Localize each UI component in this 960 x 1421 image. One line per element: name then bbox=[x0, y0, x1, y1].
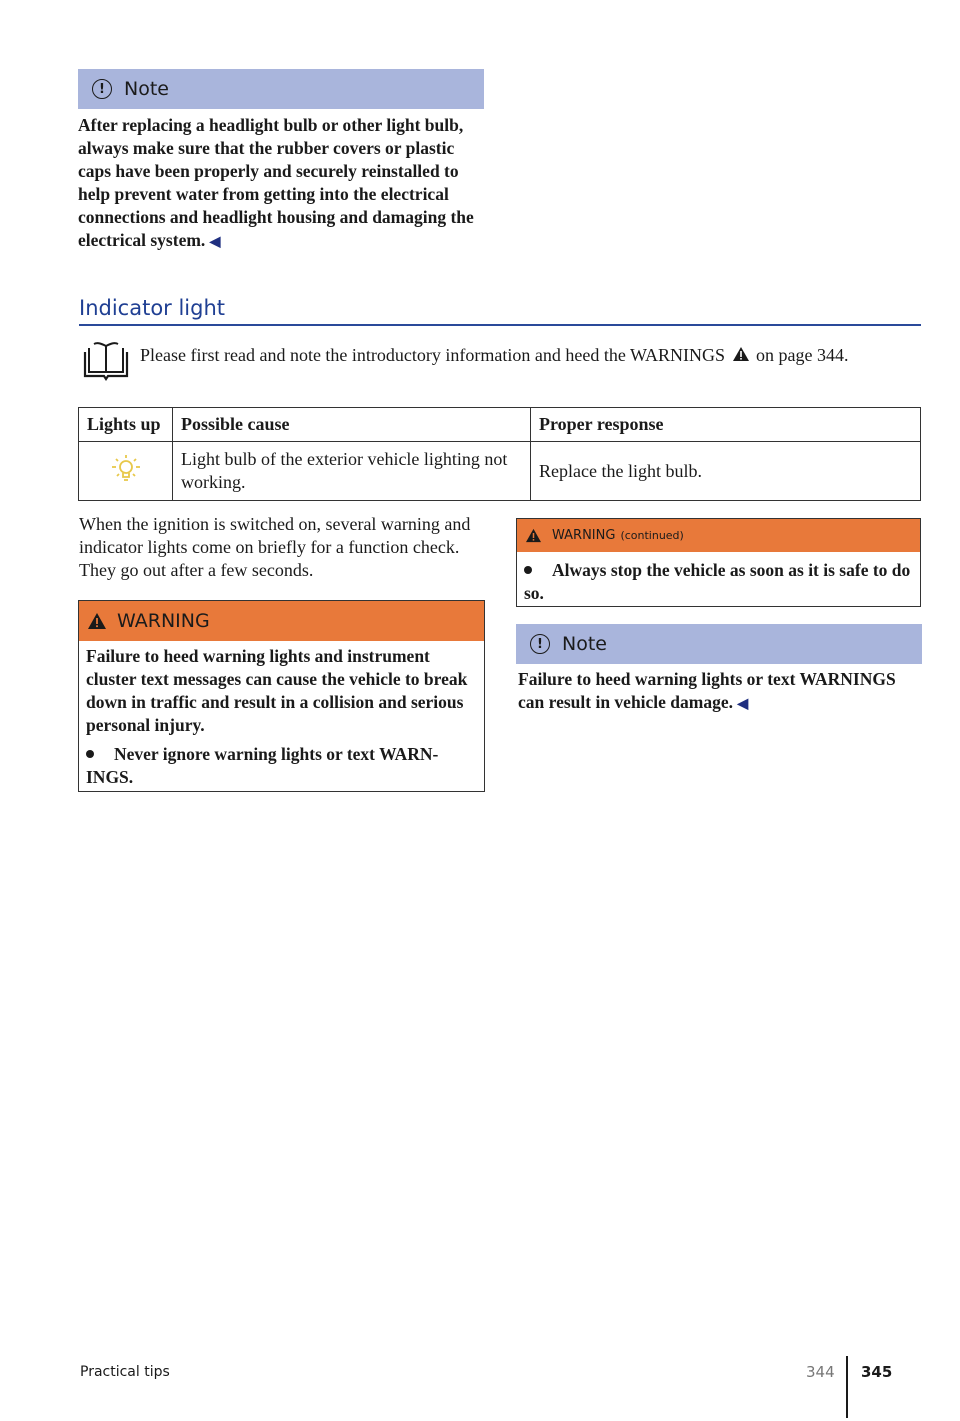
end-arrow-icon: ◀ bbox=[209, 235, 221, 250]
warning-main-header bbox=[79, 601, 484, 641]
table-header-proper-response: Proper response bbox=[531, 408, 921, 442]
table-cell-response: Replace the light bulb. bbox=[531, 442, 921, 501]
note-right-title: Note bbox=[562, 633, 607, 655]
note-top-header bbox=[78, 69, 484, 109]
table-row bbox=[79, 442, 921, 501]
book-icon bbox=[82, 342, 130, 382]
footer-section-label: Practical tips bbox=[80, 1364, 170, 1380]
section-title: Indicator light bbox=[79, 296, 226, 320]
warning-continued-suffix: (continued) bbox=[620, 529, 684, 542]
warning-continued-title: WARNING bbox=[552, 528, 616, 543]
info-icon: ! bbox=[530, 634, 550, 654]
intro-text bbox=[140, 345, 930, 366]
warning-triangle-icon bbox=[732, 346, 750, 362]
warning-main-bullet-text: Never ignore warning lights or text WARNINGS. bbox=[86, 744, 439, 787]
table-cell-icon bbox=[79, 442, 173, 501]
note-top bbox=[78, 69, 484, 254]
info-icon: ! bbox=[92, 79, 112, 99]
page-number-right: 345 bbox=[861, 1363, 893, 1381]
warning-continued-bullet-text: Always stop the vehicle as soon as it is safe to do so. bbox=[524, 560, 911, 603]
indicator-table bbox=[78, 407, 921, 501]
warning-main-title: WARNING bbox=[117, 610, 210, 632]
warning-main-text: Failure to heed warning lights and instrument cluster text messages can cause the vehicle to break down in traffic and result in a collision and serious personal injury. bbox=[86, 646, 468, 735]
warning-triangle-icon bbox=[87, 612, 107, 630]
section-rule bbox=[79, 324, 921, 326]
warning-main-bullet bbox=[79, 737, 484, 789]
table-header-row bbox=[79, 408, 921, 442]
warning-continued-header bbox=[517, 519, 920, 552]
table-header-lights-up: Lights up bbox=[79, 408, 173, 442]
table-cell-cause: Light bulb of the exterior vehicle lighting not working. bbox=[173, 442, 531, 501]
bulb-warning-icon bbox=[108, 452, 144, 486]
warning-main bbox=[78, 600, 485, 792]
body-paragraph: When the ignition is switched on, several warning and indicator lights come on briefly for a function check. They go out after a few seconds. bbox=[79, 514, 471, 580]
page-divider bbox=[846, 1356, 848, 1418]
intro-text-suffix: on page 344. bbox=[756, 345, 849, 365]
table-header-possible-cause: Possible cause bbox=[173, 408, 531, 442]
warning-continued bbox=[516, 518, 921, 607]
note-top-title: Note bbox=[124, 78, 169, 100]
warning-continued-bullet bbox=[517, 552, 920, 605]
intro-text-main: Please first read and note the introductory information and heed the WARNINGS bbox=[140, 345, 726, 365]
note-right-header bbox=[516, 624, 922, 664]
end-arrow-icon: ◀ bbox=[737, 697, 749, 712]
note-right-text: Failure to heed warning lights or text WARNINGS can result in vehicle damage. bbox=[518, 669, 896, 712]
bullet-icon bbox=[524, 566, 532, 574]
note-right bbox=[516, 624, 922, 716]
note-top-text: After replacing a headlight bulb or other light bulb, always make sure that the rubber covers or plastic caps have been properly and securely reinstalled to help prevent water from getting into the electrical connections and headlight housing and damaging the electrical system. bbox=[78, 115, 474, 250]
bullet-icon bbox=[86, 750, 94, 758]
warning-triangle-icon bbox=[525, 528, 542, 543]
page-number-left: 344 bbox=[806, 1363, 835, 1381]
